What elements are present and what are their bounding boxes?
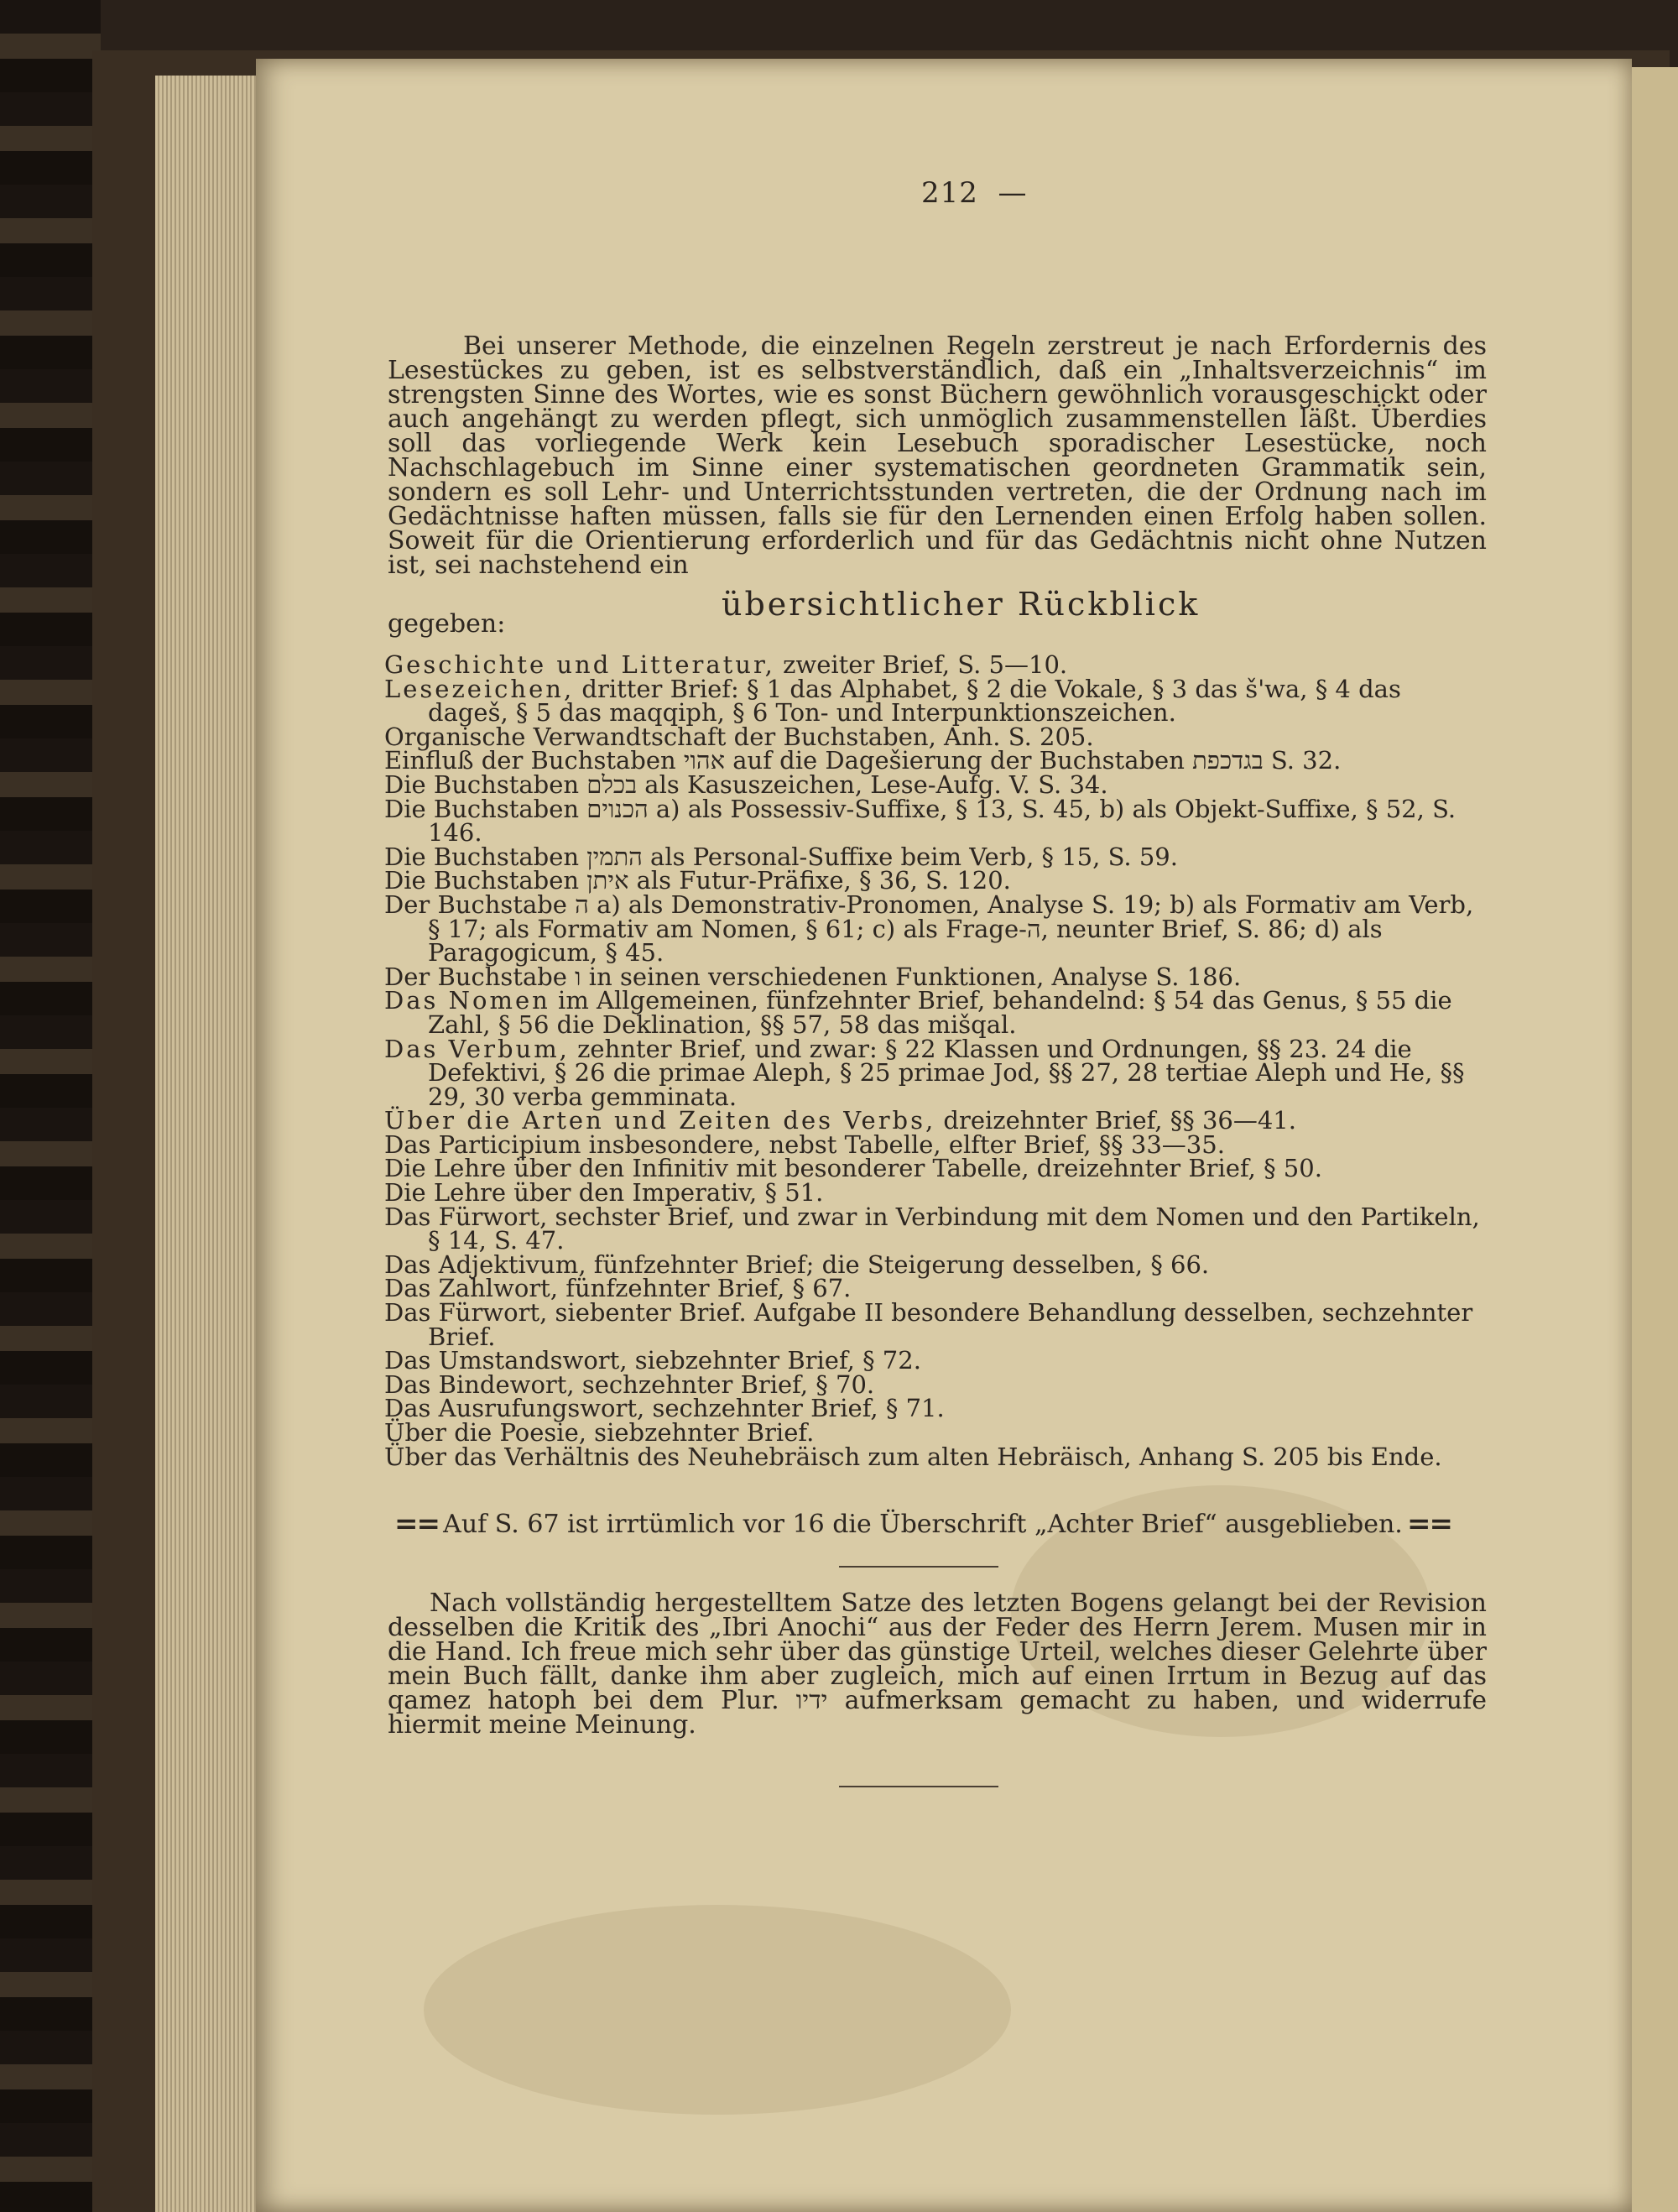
entry-text: Über das Verhältnis des Neuhebräisch zum alten Hebräisch, Anhang S. 205 bis Ende.: [384, 1442, 1442, 1471]
entry-text: zweiter Brief, S. 5—10.: [774, 650, 1068, 679]
entry-text: Das Bindewort, sechzehnter Brief, § 70.: [384, 1369, 875, 1399]
list-item: [384, 866, 1488, 895]
entry-text: Einfluß der Buchstaben אהוי auf die Dagešierung der Buchstaben בגדכפת S. 32.: [384, 746, 1342, 775]
entry-text: Die Lehre über den Infinitiv mit besonderer Tabelle, dreizehnter Brief, § 50.: [384, 1154, 1322, 1183]
entry-lead: Das Nomen: [384, 986, 550, 1015]
list-item: [384, 794, 1488, 848]
entry-text: Die Buchstaben איתן als Futur-Präfixe, § 36, S. 120.: [384, 866, 1011, 895]
book-spine: [0, 0, 101, 2212]
erratum-mark-left: ==: [394, 1507, 439, 1541]
closing-paragraph: Nach vollständig hergestelltem Satze des letzten Bogens gelangt bei der Revision desselben die Kritik des „Ibri Anochi“ aus der Feder des Herrn Jerem. Musen mir in die Hand. Ich freue mich sehr über das günstige Urteil, welches dieser Gelehrte über mein Buch fällt, danke ihm aber zugleich, mich auf einen Irrtum in Bezug auf das qamez hatoph bei dem Plur. ידיו aufmerksam gemacht zu haben, und widerrufe hiermit meine Meinung.: [388, 1589, 1487, 1740]
list-item: [384, 1442, 1488, 1471]
list-item: [384, 1249, 1488, 1279]
paper-stain: [424, 1905, 1011, 2115]
list-item: [384, 1106, 1488, 1135]
entry-lead: Geschichte und Litteratur,: [384, 650, 775, 679]
list-item: [384, 674, 1488, 728]
entry-text: Das Umstandswort, siebzehnter Brief, § 72.: [384, 1346, 921, 1375]
entry-text: Die Buchstaben התמין als Personal-Suffixe beim Verb, § 15, S. 59.: [384, 842, 1178, 871]
list-item: [384, 1298, 1488, 1351]
entry-lead: Das Verbum,: [384, 1034, 570, 1063]
list-item: [384, 722, 1488, 751]
heading-continuation: gegeben:: [388, 609, 506, 639]
list-item: [384, 986, 1488, 1039]
entry-text: Organische Verwandtschaft der Buchstaben, Anh. S. 205.: [384, 722, 1094, 751]
list-item: [384, 842, 1488, 871]
list-item: [384, 1418, 1488, 1447]
list-item: [384, 1129, 1488, 1159]
entry-text: Die Lehre über den Imperativ, § 51.: [384, 1178, 824, 1208]
list-item: [384, 1202, 1488, 1255]
list-item: [384, 746, 1488, 775]
entry-text: Das Zahlwort, fünfzehnter Brief, § 67.: [384, 1274, 852, 1303]
list-item: [384, 962, 1488, 991]
list-item: [384, 1276, 1488, 1301]
erratum-text: Auf S. 67 ist irrtümlich vor 16 die Überschrift „Achter Brief“ ausgeblieben.: [443, 1509, 1403, 1539]
list-item: [384, 1178, 1488, 1208]
list-item: [384, 889, 1488, 968]
intro-paragraph: Bei unserer Methode, die einzelnen Regeln zerstreut je nach Erfordernis des Lesestückes zu geben, ist es selbstverständlich, daß ein „Inhaltsverzeichnis“ im strengsten Sinne des Wortes, wie es sonst Büchern gewöhnlich vorausgeschickt oder auch angehängt zu werden pflegt, sich unmöglich zusammenstellen läßt. Überdies soll das vorliegende Werk kein Lesebuch sporadischer Lesestücke, noch Nachschlagebuch im Sinne einer systematischen geordneten Grammatik sein, sondern es soll Lehr- und Unterrichtsstunden vertreten, die der Ordnung nach im Gedächtnisse haften müssen, falls sie für den Lernenden einen Erfolg haben sollen. Soweit für die Orientierung erforderlich und für das Gedächtnis nicht ohne Nutzen ist, sei nachstehend ein: [388, 331, 1487, 580]
entry-text: Das Fürwort, siebenter Brief. Aufgabe II besondere Behandlung desselben, sechzehnter Brief.: [384, 1298, 1473, 1351]
entry-text: dritter Brief: § 1 das Alphabet, § 2 die Vokale, § 3 das š'wa, § 4 das dageš, § 5 das maqqiph, § 6 Ton- und Interpunktionszeichen.: [428, 674, 1401, 728]
list-item: [384, 1369, 1488, 1399]
entry-text: Die Buchstaben בכלם als Kasuszeichen, Lese-Aufg. V. S. 34.: [384, 770, 1108, 799]
entry-text: Das Adjektivum, fünfzehnter Brief; die Steigerung desselben, § 66.: [384, 1249, 1210, 1279]
entry-text: Der Buchstabe ו in seinen verschiedenen Funktionen, Analyse S. 186.: [384, 962, 1242, 991]
entry-lead: Lesezeichen,: [384, 674, 575, 703]
entry-text: zehnter Brief, und zwar: § 22 Klassen und Ordnungen, §§ 23. 24 die Defektivi, § 26 die primae Aleph, § 25 primae Jod, §§ 27, 28 tertiae Aleph und He, §§ 29, 30 verba gemminata.: [428, 1034, 1465, 1111]
list-item: [384, 1156, 1488, 1181]
list-item: [384, 650, 1488, 679]
entry-text: im Allgemeinen, fünfzehnter Brief, behandelnd: § 54 das Genus, § 55 die Zahl, § 56 die Deklination, §§ 57, 58 das mišqal.: [428, 986, 1452, 1039]
list-item: [384, 1346, 1488, 1375]
entry-text: dreizehnter Brief, §§ 36—41.: [935, 1106, 1296, 1135]
page-edges: [155, 76, 273, 2212]
entry-lead: Über die Arten und Zeiten des Verbs,: [384, 1106, 936, 1135]
erratum-mark-right: ==: [1407, 1507, 1451, 1541]
review-list: [384, 650, 1488, 1471]
erratum-note: [394, 1507, 1451, 1541]
section-heading: übersichtlicher Rückblick: [722, 586, 1201, 623]
entry-text: Die Buchstaben הכנוים a) als Possessiv-Suffixe, § 13, S. 45, b) als Objekt-Suffixe, § 52, S. 146.: [384, 794, 1457, 848]
list-item: [384, 1396, 1488, 1421]
divider-rule: [839, 1786, 998, 1787]
entry-text: Über die Poesie, siebzehnter Brief.: [384, 1418, 815, 1447]
entry-text: Das Fürwort, sechster Brief, und zwar in Verbindung mit dem Nomen und den Partikeln, § 14, S. 47.: [384, 1202, 1480, 1255]
entry-text: Der Buchstabe ה a) als Demonstrativ-Pronomen, Analyse S. 19; b) als Formativ am Verb, § 17; als Formativ am Nomen, § 61; c) als Frage-ה, neunter Brief, S. 86; d) als Paragogicum, § 45.: [384, 889, 1474, 968]
next-page-edge: [1632, 67, 1678, 2212]
entry-text: Das Participium insbesondere, nebst Tabelle, elfter Brief, §§ 33—35.: [384, 1129, 1225, 1159]
entry-text: Das Ausrufungswort, sechzehnter Brief, § 71.: [384, 1394, 945, 1423]
page-number: 212 —: [921, 176, 1028, 210]
list-item: [384, 770, 1488, 799]
divider-rule: [839, 1566, 998, 1568]
list-item: [384, 1034, 1488, 1111]
